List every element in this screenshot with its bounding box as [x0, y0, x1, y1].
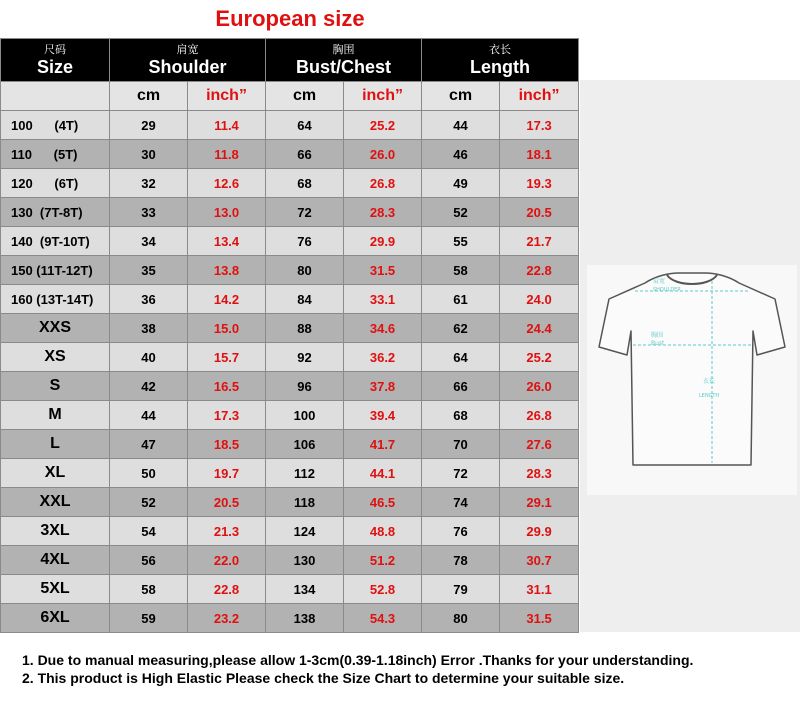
- table-row: [1, 430, 579, 459]
- table-row: [1, 111, 579, 140]
- shoulder-inch-cell: 18.5: [188, 430, 266, 459]
- bust-inch-cell: 48.8: [344, 517, 422, 546]
- chart-title: European size: [215, 6, 365, 31]
- size-cell: 160 (13T-14T): [1, 285, 110, 314]
- bust-inch-cell: 37.8: [344, 372, 422, 401]
- bust-cm-cell: 84: [266, 285, 344, 314]
- length-inch-cell: 22.8: [500, 256, 579, 285]
- shoulder-cm-cell: 36: [110, 285, 188, 314]
- table-row: [1, 575, 579, 604]
- shoulder-cm-cell: 47: [110, 430, 188, 459]
- length-inch-cell: 30.7: [500, 546, 579, 575]
- bust-inch-cell: 34.6: [344, 314, 422, 343]
- length-inch-cell: 19.3: [500, 169, 579, 198]
- bust-inch-cell: 52.8: [344, 575, 422, 604]
- bust-inch-cell: 26.0: [344, 140, 422, 169]
- length-cm-cell: 52: [422, 198, 500, 227]
- length-cm-cell: 66: [422, 372, 500, 401]
- shoulder-cm-cell: 58: [110, 575, 188, 604]
- shoulder-inch-cell: 17.3: [188, 401, 266, 430]
- size-cell: 110 (5T): [1, 140, 110, 169]
- length-inch-cell: 29.1: [500, 488, 579, 517]
- bust-cm-cell: 96: [266, 372, 344, 401]
- header-bust-en: Bust/Chest: [296, 57, 392, 77]
- bust-inch-cell: 51.2: [344, 546, 422, 575]
- bust-cm-cell: 72: [266, 198, 344, 227]
- unit-bust-cm: cm: [266, 82, 344, 111]
- size-cell: XS: [1, 343, 110, 372]
- bust-inch-cell: 33.1: [344, 285, 422, 314]
- units-blank: [1, 82, 110, 111]
- shoulder-cm-cell: 33: [110, 198, 188, 227]
- bust-cm-cell: 100: [266, 401, 344, 430]
- length-inch-cell: 24.4: [500, 314, 579, 343]
- size-cell: 4XL: [1, 546, 110, 575]
- length-cm-cell: 70: [422, 430, 500, 459]
- bust-inch-cell: 46.5: [344, 488, 422, 517]
- header-shoulder-cn: 肩宽: [176, 43, 199, 56]
- length-cm-cell: 64: [422, 343, 500, 372]
- bust-cm-cell: 92: [266, 343, 344, 372]
- shoulder-inch-cell: 11.4: [188, 111, 266, 140]
- length-cm-cell: 44: [422, 111, 500, 140]
- length-cm-cell: 55: [422, 227, 500, 256]
- shoulder-inch-cell: 14.2: [188, 285, 266, 314]
- length-cm-cell: 78: [422, 546, 500, 575]
- shoulder-cm-cell: 29: [110, 111, 188, 140]
- size-cell: 6XL: [1, 604, 110, 633]
- unit-bust-inch: inch”: [344, 82, 422, 111]
- header-length-en: Length: [470, 57, 531, 77]
- bust-cm-cell: 112: [266, 459, 344, 488]
- shoulder-inch-cell: 13.4: [188, 227, 266, 256]
- shoulder-label-cn: 肩宽: [653, 278, 666, 285]
- bust-cm-cell: 118: [266, 488, 344, 517]
- table-row: [1, 401, 579, 430]
- bust-cm-cell: 76: [266, 227, 344, 256]
- length-cm-cell: 80: [422, 604, 500, 633]
- length-inch-cell: 17.3: [500, 111, 579, 140]
- shoulder-inch-cell: 11.8: [188, 140, 266, 169]
- unit-length-inch: inch”: [500, 82, 579, 111]
- length-inch-cell: 27.6: [500, 430, 579, 459]
- table-row: [1, 256, 579, 285]
- length-cm-cell: 68: [422, 401, 500, 430]
- bust-cm-cell: 124: [266, 517, 344, 546]
- size-rows: [1, 111, 579, 633]
- size-cell: 100 (4T): [1, 111, 110, 140]
- unit-shoulder-inch: inch”: [188, 82, 266, 111]
- bust-inch-cell: 26.8: [344, 169, 422, 198]
- length-inch-cell: 21.7: [500, 227, 579, 256]
- length-cm-cell: 61: [422, 285, 500, 314]
- header-size-cn: 尺码: [44, 43, 66, 56]
- tshirt-outline: [599, 273, 785, 465]
- table-row: [1, 604, 579, 633]
- shoulder-inch-cell: 13.8: [188, 256, 266, 285]
- length-cm-cell: 79: [422, 575, 500, 604]
- shoulder-inch-cell: 16.5: [188, 372, 266, 401]
- header-shoulder-en: Shoulder: [148, 57, 227, 77]
- note-2: 2. This product is High Elastic Please check the Size Chart to determine your suitable size.: [22, 670, 625, 686]
- shoulder-inch-cell: 15.7: [188, 343, 266, 372]
- bust-inch-cell: 54.3: [344, 604, 422, 633]
- length-inch-cell: 31.5: [500, 604, 579, 633]
- length-inch-cell: 28.3: [500, 459, 579, 488]
- length-inch-cell: 25.2: [500, 343, 579, 372]
- size-cell: 120 (6T): [1, 169, 110, 198]
- shoulder-inch-cell: 22.0: [188, 546, 266, 575]
- shoulder-inch-cell: 13.0: [188, 198, 266, 227]
- size-cell: XXL: [1, 488, 110, 517]
- length-label-en: LENGTH: [699, 393, 720, 399]
- shoulder-cm-cell: 59: [110, 604, 188, 633]
- table-row: [1, 546, 579, 575]
- shoulder-inch-cell: 12.6: [188, 169, 266, 198]
- shoulder-cm-cell: 38: [110, 314, 188, 343]
- size-cell: XL: [1, 459, 110, 488]
- size-cell: 3XL: [1, 517, 110, 546]
- table-row: [1, 459, 579, 488]
- table-row: [1, 169, 579, 198]
- shoulder-cm-cell: 44: [110, 401, 188, 430]
- shoulder-inch-cell: 15.0: [188, 314, 266, 343]
- size-cell: XXS: [1, 314, 110, 343]
- bust-inch-cell: 29.9: [344, 227, 422, 256]
- length-inch-cell: 18.1: [500, 140, 579, 169]
- length-cm-cell: 49: [422, 169, 500, 198]
- notes: [22, 651, 800, 687]
- bust-cm-cell: 138: [266, 604, 344, 633]
- table-row: [1, 140, 579, 169]
- bust-inch-cell: 31.5: [344, 256, 422, 285]
- header-length-cn: 衣长: [489, 43, 512, 56]
- shoulder-cm-cell: 35: [110, 256, 188, 285]
- table-row: [1, 314, 579, 343]
- table-row: [1, 517, 579, 546]
- shoulder-cm-cell: 50: [110, 459, 188, 488]
- bust-cm-cell: 68: [266, 169, 344, 198]
- bust-label-cn: 胸围: [651, 332, 664, 339]
- shoulder-cm-cell: 34: [110, 227, 188, 256]
- length-cm-cell: 46: [422, 140, 500, 169]
- shoulder-cm-cell: 40: [110, 343, 188, 372]
- bust-inch-cell: 39.4: [344, 401, 422, 430]
- length-inch-cell: 29.9: [500, 517, 579, 546]
- bust-inch-cell: 41.7: [344, 430, 422, 459]
- size-cell: 130 (7T-8T): [1, 198, 110, 227]
- size-cell: S: [1, 372, 110, 401]
- size-cell: 140 (9T-10T): [1, 227, 110, 256]
- bust-cm-cell: 134: [266, 575, 344, 604]
- header-shoulder: [110, 39, 266, 82]
- bust-cm-cell: 88: [266, 314, 344, 343]
- bust-cm-cell: 130: [266, 546, 344, 575]
- size-cell: 5XL: [1, 575, 110, 604]
- table-row: [1, 343, 579, 372]
- bust-cm-cell: 80: [266, 256, 344, 285]
- bust-inch-cell: 28.3: [344, 198, 422, 227]
- table-row: [1, 488, 579, 517]
- header-row: [1, 39, 579, 82]
- length-inch-cell: 31.1: [500, 575, 579, 604]
- header-bust-cn: 胸围: [332, 43, 355, 56]
- shoulder-inch-cell: 19.7: [188, 459, 266, 488]
- length-label-cn: 衣长: [703, 378, 716, 385]
- unit-length-cm: cm: [422, 82, 500, 111]
- units-row: [1, 82, 579, 111]
- table-row: [1, 227, 579, 256]
- length-cm-cell: 72: [422, 459, 500, 488]
- shoulder-inch-cell: 20.5: [188, 488, 266, 517]
- header-size-en: Size: [36, 57, 74, 77]
- shoulder-cm-cell: 54: [110, 517, 188, 546]
- bust-inch-cell: 25.2: [344, 111, 422, 140]
- size-cell: 150 (11T-12T): [1, 256, 110, 285]
- shoulder-cm-cell: 56: [110, 546, 188, 575]
- length-cm-cell: 74: [422, 488, 500, 517]
- table-row: [1, 285, 579, 314]
- length-inch-cell: 20.5: [500, 198, 579, 227]
- shoulder-cm-cell: 30: [110, 140, 188, 169]
- table-row: [1, 198, 579, 227]
- length-cm-cell: 58: [422, 256, 500, 285]
- shoulder-cm-cell: 52: [110, 488, 188, 517]
- bust-cm-cell: 66: [266, 140, 344, 169]
- table-row: [1, 372, 579, 401]
- length-inch-cell: 26.8: [500, 401, 579, 430]
- length-cm-cell: 62: [422, 314, 500, 343]
- size-cell: M: [1, 401, 110, 430]
- header-length: [422, 39, 579, 82]
- header-size: [1, 39, 110, 82]
- shoulder-inch-cell: 21.3: [188, 517, 266, 546]
- length-cm-cell: 76: [422, 517, 500, 546]
- unit-shoulder-cm: cm: [110, 82, 188, 111]
- length-inch-cell: 24.0: [500, 285, 579, 314]
- bust-inch-cell: 36.2: [344, 343, 422, 372]
- tshirt-diagram: [587, 265, 797, 495]
- bust-inch-cell: 44.1: [344, 459, 422, 488]
- size-table: [0, 38, 579, 633]
- bust-label-en: Bust: [651, 340, 665, 347]
- length-inch-cell: 26.0: [500, 372, 579, 401]
- shoulder-label-en: SHOULDER: [653, 287, 681, 293]
- shoulder-cm-cell: 32: [110, 169, 188, 198]
- note-1: 1. Due to manual measuring,please allow 1-3cm(0.39-1.18inch) Error .Thanks for your understanding.: [22, 652, 694, 668]
- size-cell: L: [1, 430, 110, 459]
- shoulder-inch-cell: 23.2: [188, 604, 266, 633]
- shoulder-inch-cell: 22.8: [188, 575, 266, 604]
- bust-cm-cell: 106: [266, 430, 344, 459]
- bust-cm-cell: 64: [266, 111, 344, 140]
- header-bust: [266, 39, 422, 82]
- shoulder-cm-cell: 42: [110, 372, 188, 401]
